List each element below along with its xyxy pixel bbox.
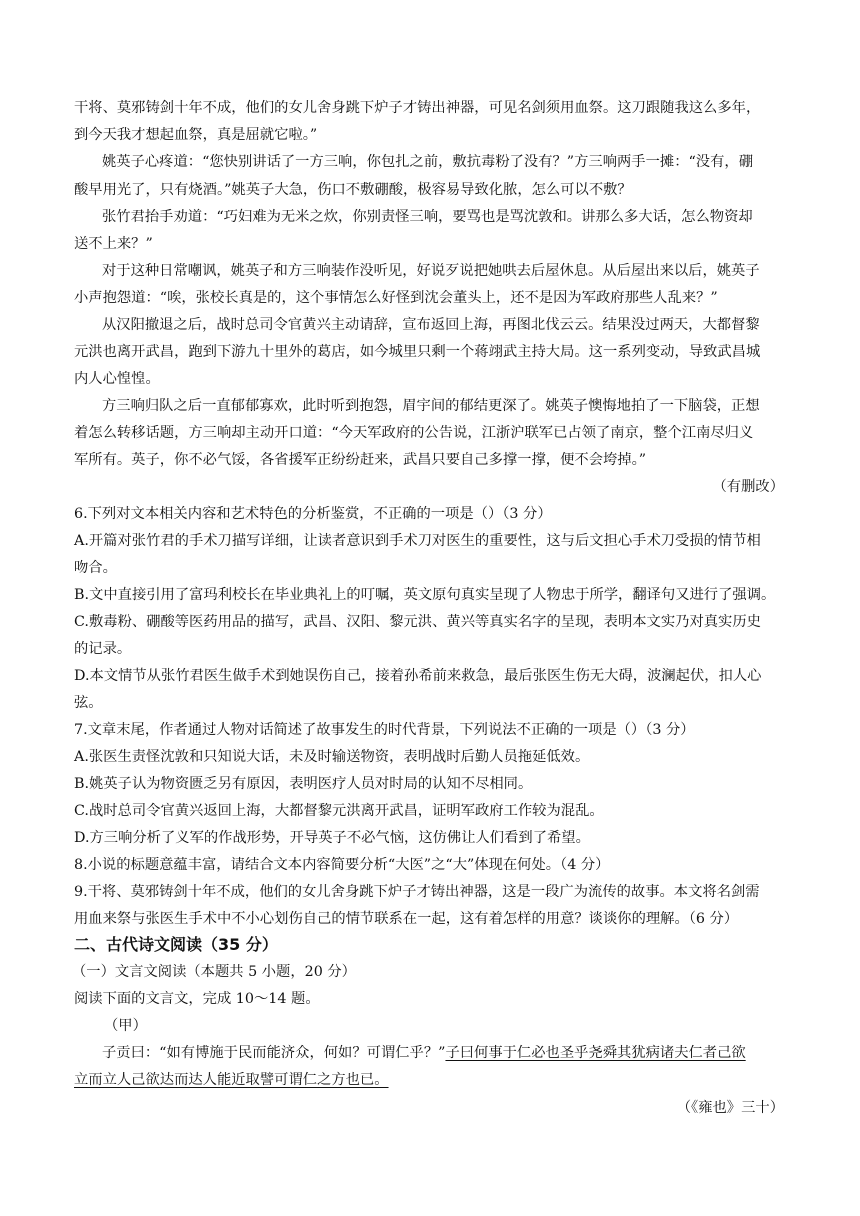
story-line: 张竹君抬手劝道：“巧妇难为无米之炊，你别责怪三响，要骂也是骂沈敦和。讲那么多大话，怎么物资却 bbox=[102, 209, 753, 225]
story-line: 小声抱怨道：“唉，张校长真是的，这个事情怎么好怪到沈会董头上，还不是因为军政府那些人乱来？” bbox=[74, 290, 718, 306]
passage-quote: 子贡曰：“如有博施于民而能济众，何如？可谓仁乎？” bbox=[102, 1045, 446, 1061]
story-line: 到今天我才想起血祭，真是屈就它啦。” bbox=[74, 127, 318, 143]
question-6-stem: 6.下列对文本相关内容和艺术特色的分析鉴赏，不正确的一项是（）（3 分） bbox=[74, 506, 552, 522]
passage-underlined: 立而立人己欲达而达人能近取譬可谓仁之方也已。 bbox=[74, 1072, 389, 1088]
story-line: 方三响归队之后一直郁郁寡欢，此时听到抱怨，眉宇间的郁结更深了。姚英子懊悔地拍了一下脑袋，正想 bbox=[102, 398, 760, 414]
story-line: 内人心惶惶。 bbox=[74, 371, 160, 387]
question-6-option-c: C.敷毒粉、硼酸等医药用品的描写，武昌、汉阳、黎元洪、黄兴等真实名字的呈现，表明本文实乃对真实历史 bbox=[74, 614, 761, 630]
question-8: 8.小说的标题意蕴丰富，请结合文本内容简要分析“大医”之“大”体现在何处。（4 分） bbox=[74, 857, 610, 873]
edit-note: （有删改） bbox=[712, 479, 784, 495]
passage-source: （《雍也》三十） bbox=[676, 1100, 784, 1116]
question-6-option-d: D.本文情节从张竹君医生做手术到她误伤自己，接着孙希前来救急，最后张医生伤无大碍，波澜起伏，扣人心 bbox=[74, 668, 762, 684]
subsection-heading: （一）文言文阅读（本题共 5 小题，20 分） bbox=[72, 964, 356, 980]
question-6-option-c: 的记录。 bbox=[74, 641, 132, 657]
passage-label: （甲） bbox=[104, 1018, 147, 1034]
story-line: 元洪也离开武昌，跑到下游九十里外的葛店，如今城里只剩一个蒋翊武主持大局。这一系列变动，导致武昌城 bbox=[74, 344, 761, 360]
question-7-option-b: B.姚英子认为物资匮乏另有原因，表明医疗人员对时局的认知不尽相同。 bbox=[74, 776, 533, 792]
story-line: 干将、莫邪铸剑十年不成，他们的女儿舍身跳下炉子才铸出神器，可见名剑须用血祭。这刀跟随我这么多年， bbox=[74, 100, 761, 116]
question-7-stem: 7.文章末尾，作者通过人物对话简述了故事发生的时代背景，下列说法不正确的一项是（）（3 分） bbox=[74, 722, 695, 738]
passage-line bbox=[74, 1071, 792, 1089]
question-6-option-a: A.开篇对张竹君的手术刀描写详细，让读者意识到手术刀对医生的重要性，这与后文担心手术刀受损的情节相 bbox=[74, 533, 761, 549]
story-line: 对于这种日常嘲讽，姚英子和方三响装作没听见，好说歹说把她哄去后屋休息。从后屋出来以后，姚英子 bbox=[102, 263, 760, 279]
story-line: 着怎么转移话题，方三响却主动开口道：“今天军政府的公告说，江浙沪联军已占领了南京，整个江南尽归义 bbox=[74, 425, 754, 441]
question-6-option-a: 吻合。 bbox=[74, 560, 117, 576]
question-6-option-b: B.文中直接引用了富玛利校长在毕业典礼上的叮嘱，英文原句真实呈现了人物忠于所学，翻译句又进行了强调。 bbox=[74, 587, 776, 603]
question-6-option-d: 弦。 bbox=[74, 695, 103, 711]
question-9: 用血来祭与张医生手术中不小心划伤自己的情节联系在一起，这有着怎样的用意？谈谈你的理解。（6 分） bbox=[74, 911, 739, 927]
story-line: 送不上来？” bbox=[74, 236, 153, 252]
question-7-option-c: C.战时总司令官黄兴返回上海，大都督黎元洪离开武昌，证明军政府工作较为混乱。 bbox=[74, 803, 604, 819]
story-line: 从汉阳撤退之后，战时总司令官黄兴主动请辞，宣布返回上海，再图北伐云云。结果没过两天，大都督黎 bbox=[102, 317, 760, 333]
reading-instruction: 阅读下面的文言文，完成 10～14 题。 bbox=[74, 991, 320, 1007]
story-line: 姚英子心疼道：“您快别讲话了一方三响，你包扎之前，敷抗毒粉了没有？”方三响两手一摊：“没有，硼 bbox=[102, 154, 753, 170]
passage-line bbox=[102, 1044, 792, 1062]
passage-underlined: 子曰何事于仁必也圣乎尧舜其犹病诸夫仁者己欲 bbox=[445, 1045, 746, 1061]
question-9: 9.干将、莫邪铸剑十年不成，他们的女儿舍身跳下炉子才铸出神器，这是一段广为流传的故事。本文将名剑需 bbox=[74, 884, 760, 900]
question-7-option-d: D.方三响分析了义军的作战形势，开导英子不必气恼，这仿佛让人们看到了希望。 bbox=[74, 830, 590, 846]
section-heading: 二、古代诗文阅读（35 分） bbox=[74, 935, 278, 954]
question-7-option-a: A.张医生责怪沈敦和只知说大话，未及时输送物资，表明战时后勤人员拖延低效。 bbox=[74, 749, 590, 765]
story-line: 酸早用光了，只有烧酒。”姚英子大急，伤口不敷硼酸，极容易导致化脓，怎么可以不敷？ bbox=[74, 182, 632, 198]
story-line: 军所有。英子，你不必气馁，各省援军正纷纷赶来，武昌只要自己多撑一撑，便不会垮掉。” bbox=[74, 452, 647, 468]
